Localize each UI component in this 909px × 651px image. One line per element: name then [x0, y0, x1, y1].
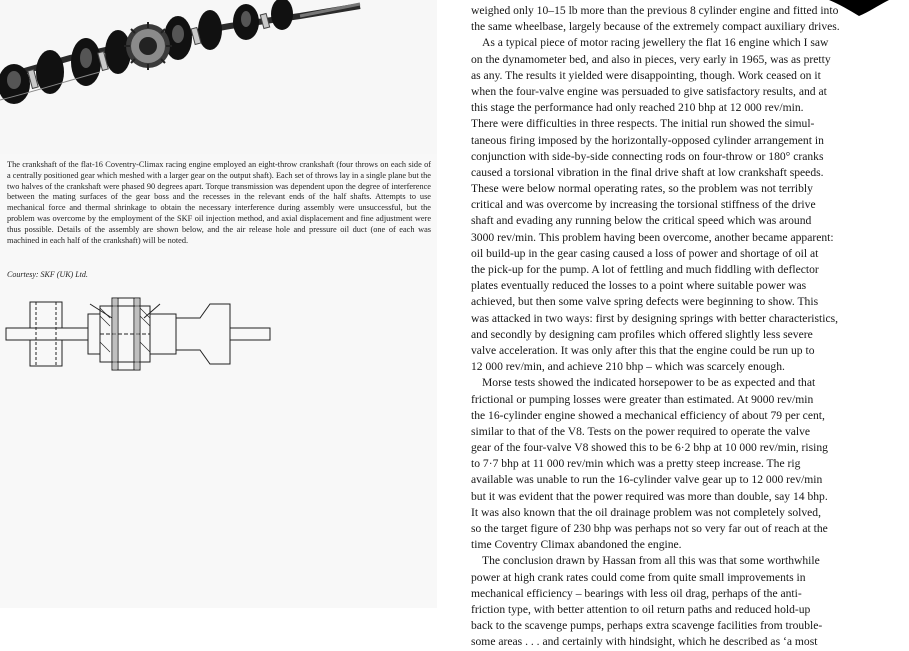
text-line: valve acceleration. It was only after this that the engine could be run up to	[471, 343, 815, 357]
text-line: frictional or pumping losses were greater than estimated. At 9000 rev/min	[471, 392, 814, 406]
photo-credit: Courtesy: SKF (UK) Ltd.	[7, 270, 88, 279]
text-line: the same wheelbase, largely because of the extremely compact auxiliary drives.	[471, 20, 840, 34]
left-page	[0, 0, 437, 608]
text-line: was attacked in two ways: first by designing springs with better characteristics,	[471, 311, 839, 325]
text-line: back to the scavenge pumps, perhaps extra scavenge facilities from trouble-	[471, 619, 823, 633]
text-line: available was unable to run the 16-cylinder valve gear up to 12 000 rev/min	[471, 473, 823, 487]
text-line: the pick-up for the pump. A lot of fettling and much fiddling with deflector	[471, 263, 819, 276]
paragraph-start: Morse tests showed the indicated horsepower to be as expected and that	[482, 376, 816, 390]
text-line: on the dynamometer bed, and also in pieces, very early in 1965, was as pretty	[471, 52, 831, 66]
text-line: similar to that of the V8. Tests on the power required to operate the valve	[471, 424, 811, 438]
text-line: There were difficulties in three respects. The initial run showed the simul-	[471, 117, 815, 131]
text-line: shaft and evading any running below the critical speed which was around	[471, 214, 812, 228]
text-line: achieved, but then some valve spring defects were beginning to show. This	[471, 295, 819, 309]
text-line: and secondly by designing cam profiles which offered slightly less severe	[471, 327, 813, 341]
right-page	[437, 0, 874, 649]
text-line: this stage the performance had only reached 210 bhp at 12 000 rev/min.	[471, 101, 804, 115]
text-line: 12 000 rev/min, and achieve 210 bhp – which was scarcely enough.	[471, 360, 785, 374]
text-line: gear of the four-valve V8 showed this to be 6·2 bhp at 10 000 rev/min, rising	[471, 441, 828, 455]
text-line: taneous firing imposed by the horizontally-opposed cylinder arrangement in	[471, 133, 824, 147]
text-line: so the target figure of 230 bhp was perhaps not so very far out of reach at the	[471, 522, 828, 535]
text-line: These were below normal operating rates, so the problem was not terribly	[471, 182, 813, 196]
text-line: mechanical efficiency – bearings with less oil drag, perhaps of the anti-	[471, 586, 802, 600]
text-line: but it was evident that the power required was more than double, say 14 bhp.	[471, 489, 828, 503]
text-line: as any. The results it yielded were disappointing, though. Work ceased on it	[471, 68, 821, 82]
text-line: friction type, with better attention to oil return paths and reduced hold-up	[471, 602, 811, 616]
text-line: power at high crank rates could come from quite small improvements in	[471, 570, 806, 584]
body-text	[471, 3, 853, 651]
photo-caption: The crankshaft of the flat-16 Coventry-Climax racing engine employed an eight-throw crankshaft (four throws on each side of a centrally positioned gear which meshed with a larger gear on the output shaft). Each set of throws lay in a single plane but the two halves of the crankshaft were phased 90 degrees apart. Torque transmission was dependent upon the degree of interference between the mating surfaces of the gear boss and the recesses in the relevant ends of the half shafts. Attempts to use mechanical force and thermal shrinkage to obtain the necessary interference during assembly were unsuccessful, but the problem was overcome by the employment of the SKF oil injection method, and axial displacement and fine adjustment were thus possible. Details of the assembly are shown below, and the air release hole and pressure oil duct (one of each was machined in each half of the crankshaft) will be noted.	[7, 160, 431, 245]
crankshaft-photo	[0, 0, 437, 154]
text-line: time Coventry Climax abandoned the engine.	[471, 538, 682, 552]
paragraph-start: As a typical piece of motor racing jewellery the flat 16 engine which I saw	[482, 36, 829, 50]
crankshaft-assembly-drawing	[0, 284, 437, 384]
text-line: to 7·7 bhp at 11 000 rev/min which was a pretty steep increase. The rig	[471, 457, 801, 471]
text-line: conjunction with side-by-side connecting rods on four-throw or 180° cranks	[471, 149, 824, 163]
text-line: the 16-cylinder engine showed a mechanical efficiency of about 79 per cent,	[471, 408, 825, 422]
text-line: some areas . . . and certainly with hindsight, which he described as ‘a most	[471, 635, 818, 649]
text-line: It was also known that the oil drainage problem was not completely solved,	[471, 505, 821, 519]
text-line: 3000 rev/min. This problem having been overcome, another became apparent:	[471, 230, 834, 244]
text-line: plates eventually reduced the losses to a point where suitable power was	[471, 279, 807, 293]
text-line: caused a torsional vibration in the final drive shaft at low crankshaft speeds.	[471, 165, 824, 179]
text-line: when the four-valve engine was persuaded to give satisfactory results, and at	[471, 84, 827, 98]
text-line: oil build-up in the gear casing caused a loss of power and shortage of oil at	[471, 246, 819, 260]
paragraph-start: The conclusion drawn by Hassan from all this was that some worthwhile	[482, 554, 820, 568]
text-line: critical and was overcome by increasing the torsional stiffness of the drive	[471, 198, 816, 212]
text-line: weighed only 10–15 lb more than the previous 8 cylinder engine and fitted into	[471, 4, 839, 17]
